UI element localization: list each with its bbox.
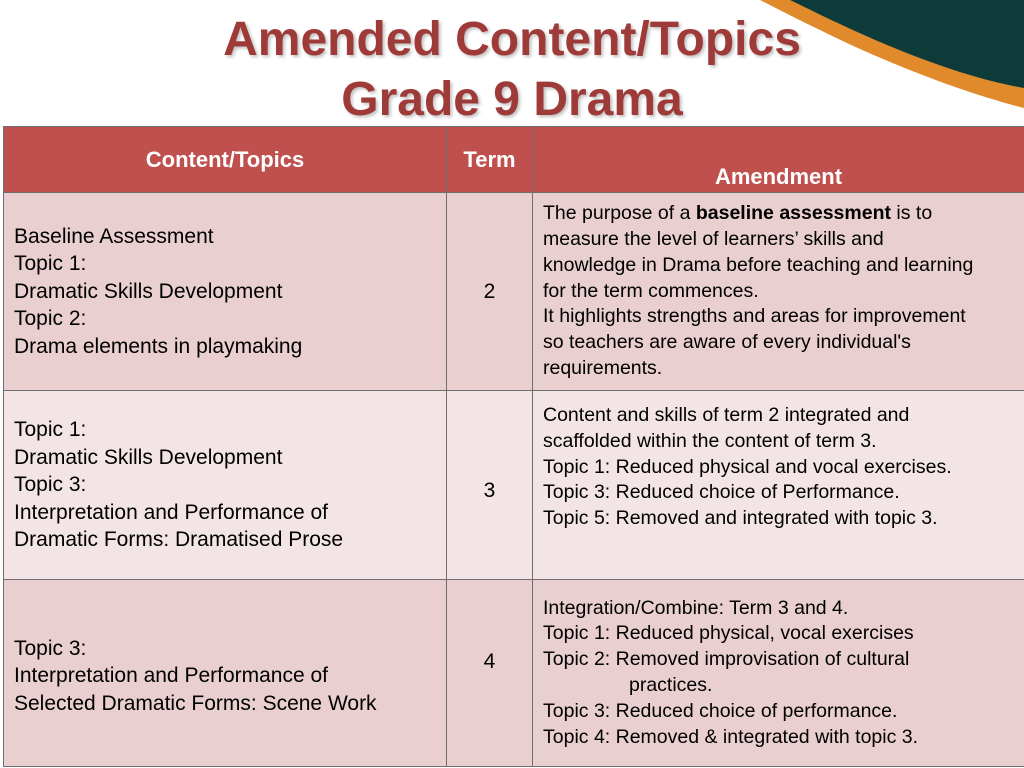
term-cell: 3 [447, 391, 533, 580]
amendment-cell [533, 193, 1024, 391]
amendment-line: so teachers are aware of every individual's [543, 331, 911, 354]
page-title-line2: Grade 9 Drama [341, 73, 683, 126]
table-row [4, 193, 1024, 391]
content-topics-cell [4, 580, 447, 767]
content-line: Dramatic Skills Development [14, 279, 283, 303]
header-term: Term [447, 127, 533, 193]
amendment-line: requirements. [543, 356, 663, 379]
amendment-line [543, 201, 1024, 227]
amendment-line: measure the level of learners’ skills and [543, 228, 884, 250]
page-title-line1: Amended Content/Topics [223, 13, 801, 66]
amendment-intro-tail: is to [890, 202, 933, 225]
amendment-line: scaffolded within the content of term 3. [543, 429, 877, 452]
amendment-line: for the term commences. [543, 279, 759, 302]
amendment-line: practices. [629, 674, 713, 696]
amendment-cell [533, 391, 1024, 580]
amendment-line: Topic 1: Reduced physical, vocal exercises [543, 622, 914, 645]
amendment-intro-text: The purpose of a [543, 202, 696, 225]
content-line: Interpretation and Performance of [14, 500, 329, 524]
header-content-topics: Content/Topics [4, 127, 447, 193]
amendment-line: Topic 3: Reduced choice of Performance. [543, 481, 900, 504]
content-line: Interpretation and Performance of [14, 664, 329, 688]
header-amendment: Amendment [533, 127, 1024, 193]
content-line: Topic 3: [14, 636, 87, 660]
term-cell: 4 [447, 580, 533, 767]
content-line: Topic 1: [14, 418, 87, 442]
content-topics-cell [4, 391, 447, 580]
content-line: Dramatic Skills Development [14, 445, 283, 469]
amendment-bold-term: baseline assessment [695, 202, 891, 225]
term-cell: 2 [447, 193, 533, 391]
content-topics-cell [4, 193, 447, 391]
amendment-line: It highlights strengths and areas for improvement [543, 305, 966, 328]
table-row [4, 391, 1024, 580]
content-line: Topic 2: [14, 307, 87, 331]
amendment-line: Topic 3: Reduced choice of performance. [543, 699, 898, 722]
content-line: Baseline Assessment [14, 224, 214, 248]
table-header-row [4, 127, 1024, 193]
amendment-line: Topic 4: Removed & integrated with topic 3. [543, 725, 919, 748]
amendment-line: Integration/Combine: Term 3 and 4. [543, 596, 849, 619]
amendment-line: Topic 2: Removed improvisation of cultural [543, 648, 910, 671]
amendment-line: Content and skills of term 2 integrated and [543, 404, 910, 426]
table-row [4, 580, 1024, 767]
content-line: Selected Dramatic Forms: Scene Work [14, 691, 377, 715]
content-line: Drama elements in playmaking [14, 334, 303, 358]
content-line: Topic 3: [14, 473, 87, 497]
amendment-line: Topic 5: Removed and integrated with topic 3. [543, 507, 938, 530]
amendment-cell [533, 580, 1024, 767]
amendment-line: knowledge in Drama before teaching and learning [543, 253, 974, 276]
amendments-table [3, 126, 1024, 767]
content-line: Dramatic Forms: Dramatised Prose [14, 528, 344, 552]
content-line: Topic 1: [14, 252, 87, 276]
amendment-line: Topic 1: Reduced physical and vocal exercises. [543, 455, 952, 478]
page-title [0, 10, 1024, 130]
